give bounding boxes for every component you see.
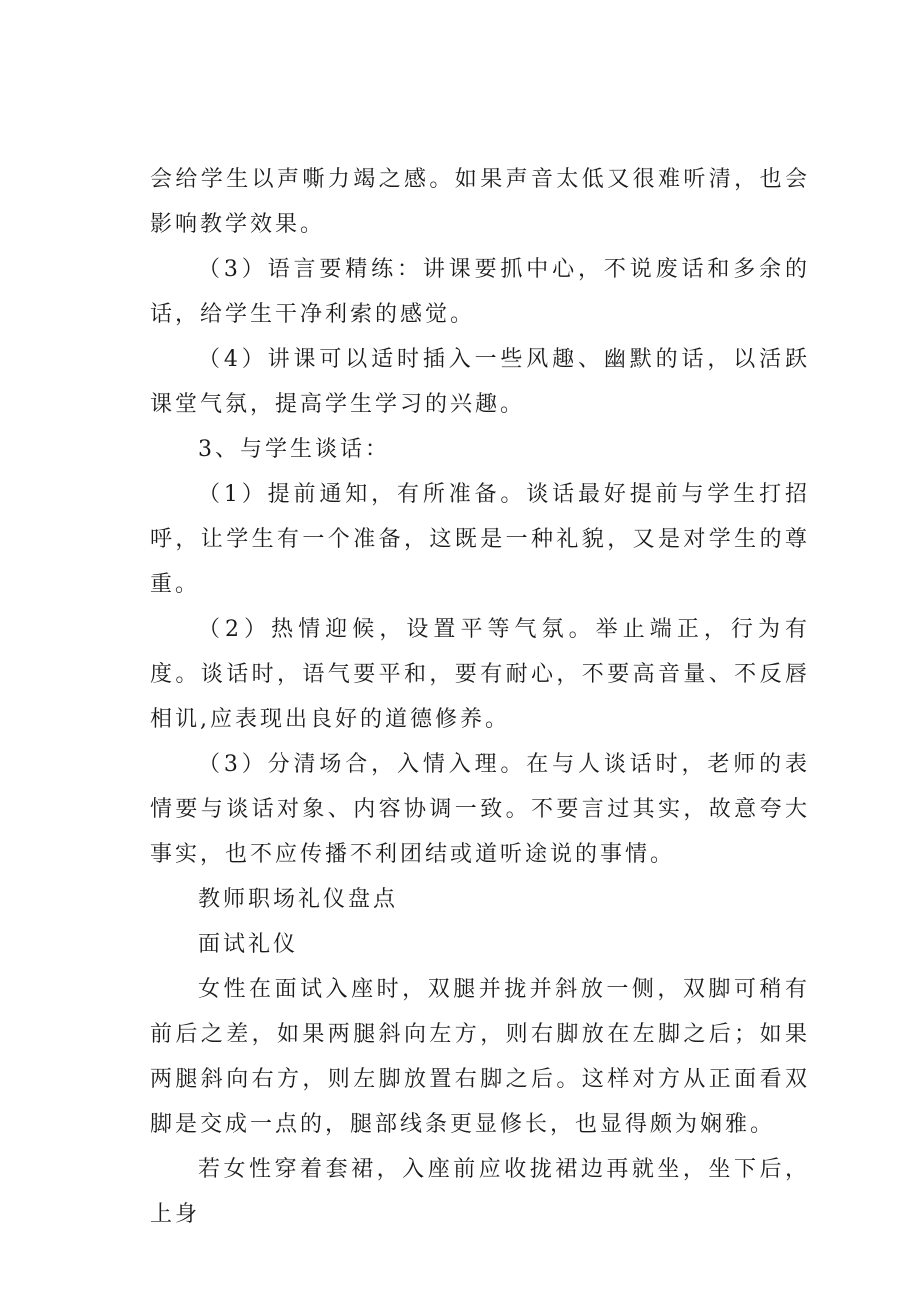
paragraph-2: （3）语言要精练：讲课要抓中心，不说废话和多余的话，给学生干净利索的感觉。 [150,257,810,327]
document-body [150,157,810,1237]
section-heading-interview: 面试礼仪 [198,932,299,957]
paragraph-3: （4）讲课可以适时插入一些风趣、幽默的话，以活跃课堂气氛，提高学生学习的兴趣。 [150,347,810,417]
paragraph-10: 女性在面试入座时，双腿并拢并斜放一侧，双脚可稍有前后之差，如果两腿斜向左方，则右脚放在左脚之后；如果两腿斜向右方，则左脚放置右脚之后。这样对方从正面看双脚是交成一点的，腿部线条更显修长，也显得颇为娴雅。 [150,977,810,1137]
paragraph-5: （1）提前通知，有所准备。谈话最好提前与学生打招呼，让学生有一个准备，这既是一种礼貌，又是对学生的尊重。 [150,482,810,597]
paragraph-7: （3）分清场合，入情入理。在与人谈话时，老师的表情要与谈话对象、内容协调一致。不要言过其实，故意夸大事实，也不应传播不利团结或道听途说的事情。 [150,752,810,867]
paragraph-11: 若女性穿着套裙，入座前应收拢裙边再就坐，坐下后，上身 [150,1157,810,1227]
paragraph-6: （2）热情迎候，设置平等气氛。举止端正，行为有度。谈话时，语气要平和，要有耐心，不要高音量、不反唇相讥,应表现出良好的道德修养。 [150,617,810,732]
section-heading-talking: 3、与学生谈话： [198,437,390,462]
paragraph-1: 会给学生以声嘶力竭之感。如果声音太低又很难听清，也会影响教学效果。 [150,167,810,237]
section-heading-etiquette: 教师职场礼仪盘点 [198,887,399,912]
